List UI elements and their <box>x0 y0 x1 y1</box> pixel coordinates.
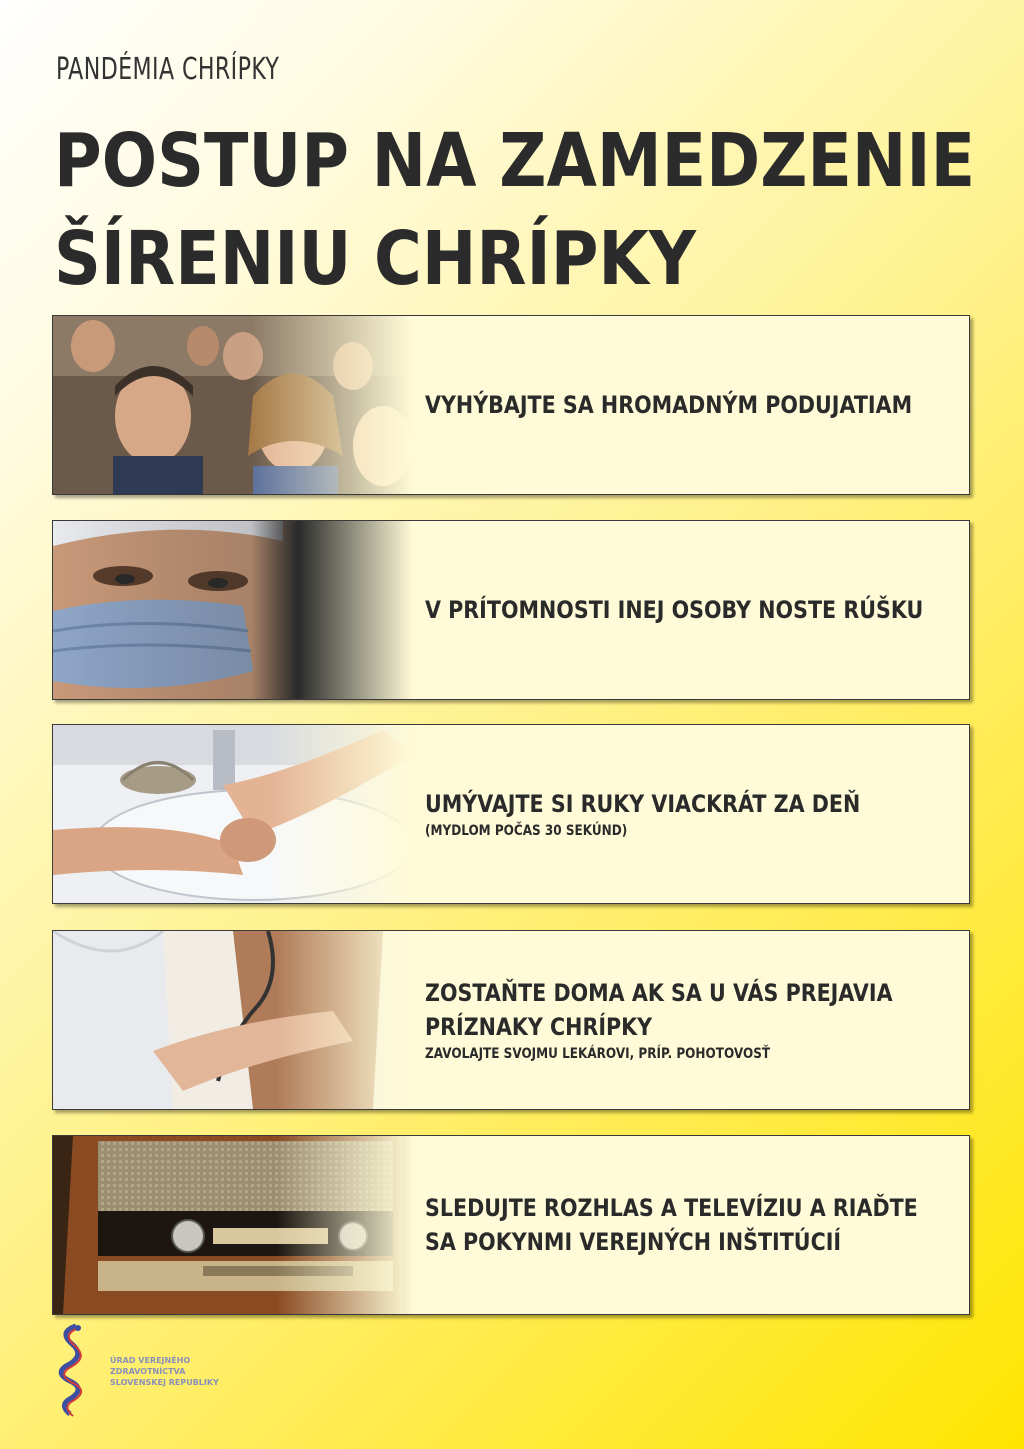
organization-name <box>110 1355 219 1388</box>
title-line-2: ŠÍRENIU CHRÍPKY <box>54 216 697 302</box>
handwash-photo <box>53 725 413 903</box>
document-title <box>54 112 975 308</box>
advice-text: VYHÝBAJTE SA HROMADNÝM PODUJATIAM <box>425 391 913 419</box>
title-line-1: POSTUP NA ZAMEDZENIE <box>54 118 976 204</box>
advice-card-wash-hands <box>52 724 970 904</box>
document-subtitle: PANDÉMIA CHRÍPKY <box>56 52 280 87</box>
advice-card-stay-home <box>52 930 970 1110</box>
uvz-logo-icon <box>52 1322 92 1418</box>
mask-photo <box>53 521 413 699</box>
advice-text-line-1: ZOSTAŇTE DOMA AK SA U VÁS PREJAVIA <box>425 979 893 1007</box>
crowd-photo <box>53 316 413 494</box>
advice-card-follow-media <box>52 1135 970 1315</box>
card-text <box>425 725 951 903</box>
advice-text-line-2: SA POKYNMI VEREJNÝCH INŠTITÚCIÍ <box>425 1228 842 1256</box>
org-line-2: ZDRAVOTNÍCTVA <box>110 1367 186 1376</box>
advice-subtext: ZAVOLAJTE SVOJMU LEKÁROVI, PRÍP. POHOTOVOSŤ <box>425 1046 771 1062</box>
advice-text-line-2: PRÍZNAKY CHRÍPKY <box>425 1013 653 1041</box>
doctor-photo <box>53 931 413 1109</box>
advice-card-avoid-crowds <box>52 315 970 495</box>
advice-text-line-1: SLEDUJTE ROZHLAS A TELEVÍZIU A RIAĎTE <box>425 1194 918 1222</box>
org-line-1: ÚRAD VEREJNÉHO <box>110 1356 191 1365</box>
radio-photo <box>53 1136 413 1314</box>
advice-text: UMÝVAJTE SI RUKY VIACKRÁT ZA DEŇ <box>425 790 861 818</box>
card-text <box>425 1136 951 1314</box>
advice-subtext: (MYDLOM POČAS 30 SEKÚND) <box>425 823 628 839</box>
advice-card-wear-mask <box>52 520 970 700</box>
card-text <box>425 521 951 699</box>
card-text <box>425 931 951 1109</box>
card-text <box>425 316 951 494</box>
advice-text: V PRÍTOMNOSTI INEJ OSOBY NOSTE RÚŠKU <box>425 596 924 624</box>
org-line-3: SLOVENSKEJ REPUBLIKY <box>110 1378 219 1387</box>
